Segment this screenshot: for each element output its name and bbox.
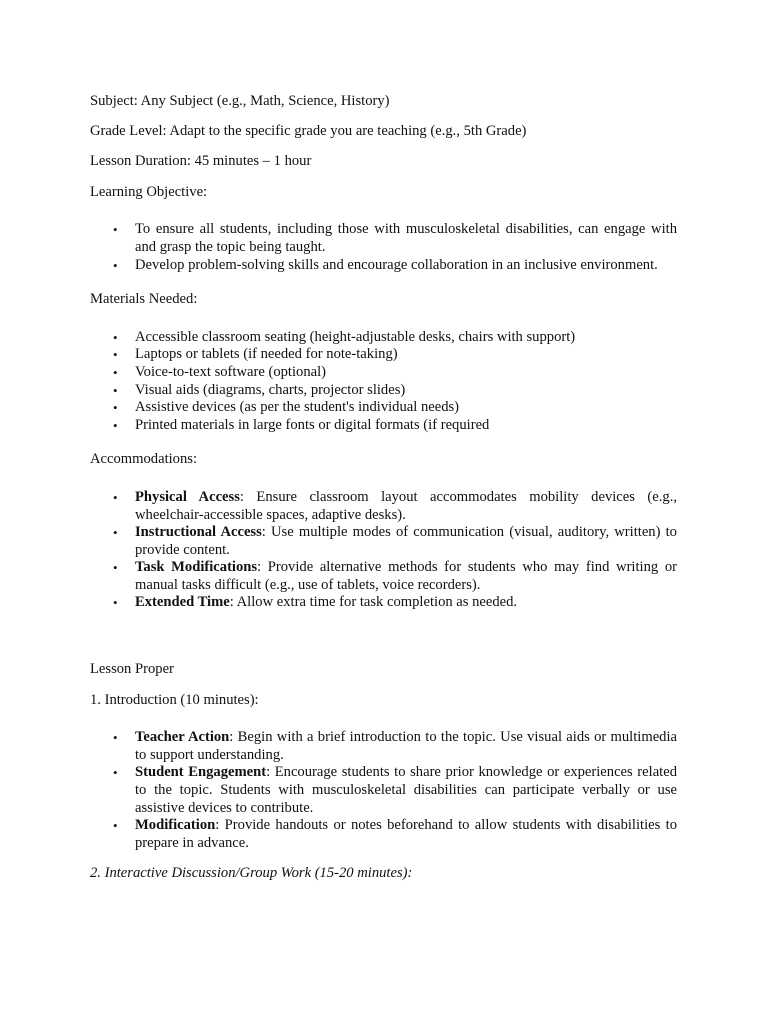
bullet-icon: • (113, 417, 118, 433)
bullet-icon: • (113, 818, 118, 834)
item-term: Instructional Access (135, 524, 262, 541)
accommodations-list (90, 489, 677, 612)
bullet-icon: • (113, 257, 118, 273)
item-term: Teacher Action (135, 729, 230, 746)
lesson-proper-heading: Lesson Proper (90, 661, 174, 678)
list-item: • Modification: Provide handouts or notes beforehand to allow students with disabilities to prepare in advance. (113, 817, 677, 851)
list-item: • To ensure all students, including those with musculoskeletal disabilities, can engage with and grasp the topic being taught. (113, 221, 677, 255)
bullet-icon: • (113, 525, 118, 541)
document-body (90, 93, 677, 883)
bullet-icon: • (113, 382, 118, 398)
item-term: Physical Access (135, 488, 240, 505)
list-item: • Teacher Action: Begin with a brief introduction to the topic. Use visual aids or multimedia to support understanding. (113, 729, 678, 763)
bullet-icon: • (113, 489, 118, 505)
learning-objective-heading: Learning Objective: (90, 183, 208, 200)
list-item: • Printed materials in large fonts or digital formats (if required (113, 416, 490, 433)
list-item: • Instructional Access: Use multiple modes of communication (visual, auditory, written) to provide content. (113, 524, 677, 558)
duration-line: Lesson Duration: 45 minutes – 1 hour (90, 153, 312, 170)
list-item: • Physical Access: Ensure classroom layout accommodates mobility devices (e.g., wheelchair-accessible spaces, adaptive desks). (113, 488, 677, 523)
list-item: • Laptops or tablets (if needed for note-taking) (113, 346, 398, 363)
list-item: • Voice-to-text software (optional) (113, 363, 327, 380)
list-item: • Accessible classroom seating (height-adjustable desks, chairs with support) (113, 328, 576, 345)
bullet-icon: • (113, 347, 118, 363)
item-term: Task Modifications (135, 559, 258, 576)
materials-heading: Materials Needed: (90, 291, 198, 308)
discussion-heading: 2. Interactive Discussion/Group Work (15-20 minutes): (90, 865, 413, 882)
bullet-icon: • (113, 364, 118, 380)
bullet-icon: • (113, 329, 118, 345)
bullet-icon: • (113, 222, 118, 238)
bullet-icon: • (113, 730, 118, 746)
introduction-heading: 1. Introduction (10 minutes): (90, 691, 259, 708)
item-term: Student Engagement (135, 764, 267, 781)
bullet-icon: • (113, 595, 118, 611)
bullet-icon: • (113, 400, 118, 416)
bullet-icon: • (113, 560, 118, 576)
grade-level-line: Grade Level: Adapt to the specific grade you are teaching (e.g., 5th Grade) (90, 122, 527, 139)
item-term: Extended Time (135, 594, 230, 611)
objectives-list (90, 221, 677, 274)
list-item: • Assistive devices (as per the student's individual needs) (113, 399, 460, 416)
materials-list (90, 329, 677, 435)
bullet-icon: • (113, 765, 118, 781)
list-item: • Visual aids (diagrams, charts, projector slides) (113, 381, 406, 398)
list-item: • Develop problem-solving skills and encourage collaboration in an inclusive environment. (113, 256, 658, 273)
introduction-list (90, 729, 677, 852)
list-item: • Extended Time: Allow extra time for task completion as needed. (113, 594, 518, 611)
list-item: • Task Modifications: Provide alternative methods for students who may find writing or manual tasks difficult (e.g., use of tablets, voice recorders). (113, 559, 677, 593)
accommodations-heading: Accommodations: (90, 451, 198, 468)
list-item: • Student Engagement: Encourage students to share prior knowledge or experiences related to the topic. Students with musculoskeletal disabilities can participate verbally or use assistive devices to contribute. (113, 764, 678, 816)
item-term: Modification (135, 817, 216, 834)
subject-line: Subject: Any Subject (e.g., Math, Science, History) (90, 93, 390, 109)
